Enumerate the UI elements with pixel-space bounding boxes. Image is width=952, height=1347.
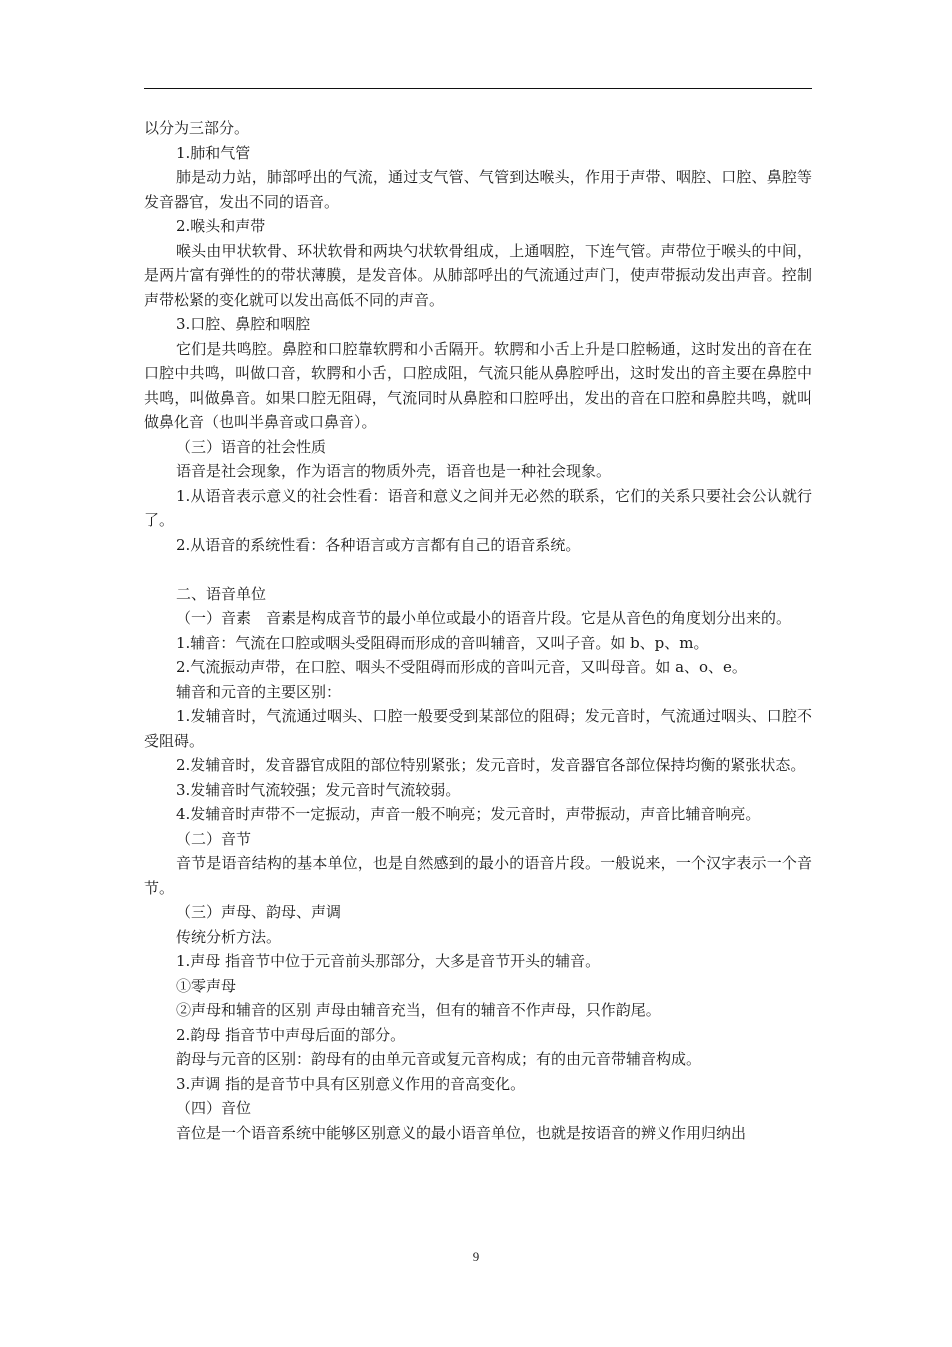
paragraph: 1.肺和气管 [176,143,251,162]
paragraph: 辅音和元音的主要区别： [176,682,342,701]
paragraph: （四）音位 [176,1099,252,1117]
paragraph: 韵母与元音的区别：韵母有的由单元音或复元音构成；有的由元音带辅音构成。 [176,1050,702,1068]
paragraph: 1.辅音：气流在口腔或咽头受阻碍而形成的音叫辅音，又叫子音。如 b、p、m。 [176,633,709,652]
paragraph: （三）语音的社会性质 [176,437,327,456]
page-body [144,116,812,1145]
paragraph: 音位是一个语音系统中能够区别意义的最小语音单位，也就是按语音的辨义作用归纳出 [176,1123,747,1142]
paragraph: ①零声母 [176,976,237,995]
paragraph: ②声母和辅音的区别 声母由辅音充当，但有的辅音不作声母，只作韵尾。 [176,1001,661,1019]
paragraph: 语音是社会现象，作为语言的物质外壳，语音也是一种社会现象。 [176,462,612,480]
paragraph: 2.喉头和声带 [176,217,266,235]
paragraph: 3.发辅音时气流较强；发元音时气流较弱。 [176,780,461,799]
paragraph: 1.发辅音时，气流通过咽头、口腔一般要受到某部位的阻碍；发元音时，气流通过咽头、口腔不受阻碍。 [144,707,812,750]
paragraph: 2.韵母 指音节中声母后面的部分。 [176,1025,406,1044]
paragraph: 1.声母 指音节中位于元音前头那部分，大多是音节开头的辅音。 [176,952,601,970]
header-rule [144,88,812,89]
paragraph: （一）音素 音素是构成音节的最小单位或最小的语音片段。它是从音色的角度划分出来的。 [176,609,792,627]
paragraph: （二）音节 [176,829,252,848]
paragraph: 2.发辅音时，发音器官成阻的部位特别紧张；发元音时，发音器官各部位保持均衡的紧张状态。 [176,756,806,774]
paragraph: 1.从语音表示意义的社会性看：语音和意义之间并无必然的联系，它们的关系只要社会公认就行了。 [144,486,812,529]
paragraph: 传统分析方法。 [176,927,282,946]
paragraph: 4.发辅音时声带不一定振动，声音一般不响亮；发元音时，声带振动，声音比辅音响亮。 [176,805,761,823]
paragraph: 肺是动力站，肺部呼出的气流，通过支气管、气管到达喉头，作用于声带、咽腔、口腔、鼻腔等发音器官，发出不同的语音。 [144,168,812,211]
paragraph: 音节是语音结构的基本单位，也是自然感到的最小的语音片段。一般说来，一个汉字表示一个音节。 [144,854,812,897]
paragraph: 2.气流振动声带，在口腔、咽头不受阻碍而形成的音叫元音，又叫母音。如 a、o、e。 [176,658,747,676]
paragraph: 二、语音单位 [176,584,267,603]
paragraph: 3.口腔、鼻腔和咽腔 [176,315,311,333]
paragraph: 3.声调 指的是音节中具有区别意义作用的音高变化。 [176,1074,526,1093]
blank-line [144,557,812,582]
paragraph: 2.从语音的系统性看：各种语言或方言都有自己的语音系统。 [176,535,581,554]
page-number: 9 [472,1249,480,1264]
paragraph: 它们是共鸣腔。鼻腔和口腔靠软腭和小舌隔开。软腭和小舌上升是口腔畅通，这时发出的音在在口腔中共鸣，叫做口音，软腭和小舌，口腔成阻，气流只能从鼻腔呼出，这时发出的音主要在鼻腔中共鸣，叫做鼻音。如果口腔无阻碍，气流同时从鼻腔和口腔呼出，发出的音在口腔和鼻腔共鸣，就叫做鼻化音（也叫半鼻音或口鼻音）。 [144,339,812,431]
paragraph: 以分为三部分。 [144,119,250,137]
paragraph: （三）声母、韵母、声调 [176,903,342,921]
paragraph: 喉头由甲状软骨、环状软骨和两块勺状软骨组成，上通咽腔，下连气管。声带位于喉头的中间，是两片富有弹性的的带状薄膜，是发音体。从肺部呼出的气流通过声门，使声带振动发出声音。控制声带松紧的变化就可以发出高低不同的声音。 [144,241,812,309]
